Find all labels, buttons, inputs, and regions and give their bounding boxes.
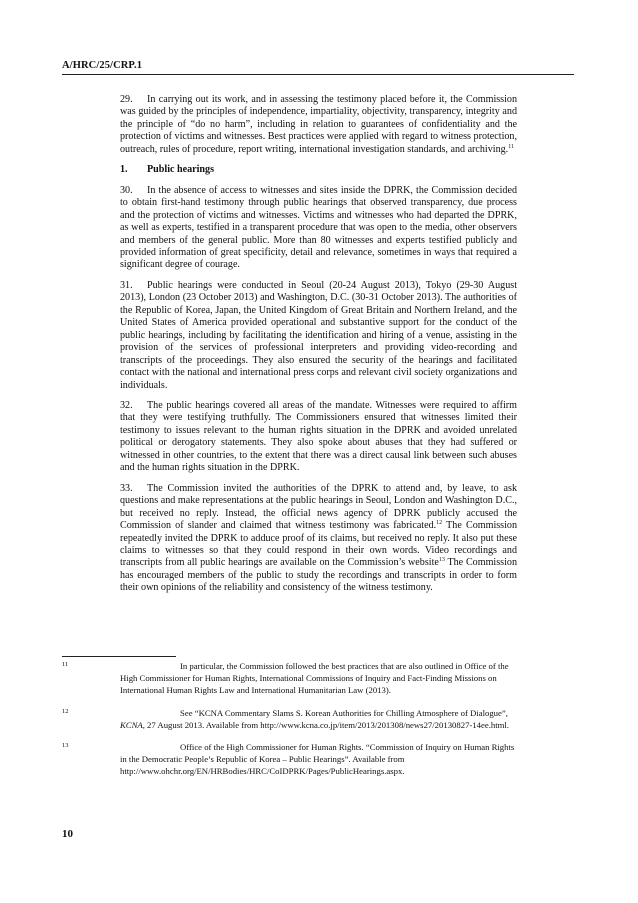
footnote-text: [120, 707, 522, 731]
section-heading: [120, 164, 517, 176]
footnote-text-content[interactable]: Office of the High Commissioner for Human Rights. “Commission of Inquiry on Human Rights in the Democratic People’s Republic of Korea – Public Hearings”. Available from http://www.ohchr.org/EN/HRBodies/HRC/CoIDPRK/Pages/PublicHearings.aspx.: [120, 742, 515, 777]
footnote-11: [62, 660, 522, 697]
footnote-mark: 11: [62, 661, 69, 668]
paragraph-number: 32.: [120, 399, 133, 411]
footnote-text: [120, 741, 522, 778]
footnote-ref-12[interactable]: 12: [436, 520, 443, 527]
footnote-13: [62, 741, 522, 778]
footnote-mark: 13: [62, 742, 69, 750]
paragraph-text: Public hearings were conducted in Seoul (20-24 August 2013), Tokyo (29-30 August 2013), London (23 October 2013) and Washington, D.C. (30-31 October 2013). The authorities of the Republic of Korea, Japan, the United Kingdom of Great Britain and Northern Ireland, and the United States of America provided operational and substantive support for the conduct of the public hearings, including by facilitating the identification and hiring of a venue, assisting in the provision of the services of professional interpreters and providing video-recording and transcripts of the proceedings. They also ensured the security of the hearings and facilitated contact with the national and international press corps and relevant civil society organizations and individuals.: [120, 279, 517, 391]
footnote-text-content[interactable]: , 27 August 2013. Available from http://www.kcna.co.jp/item/2013/201308/news27/20130827-14ee.html.: [142, 719, 509, 730]
footnote-text-content: In particular, the Commission followed the best practices that are also outlined in Office of the High Commissioner for Human Rights, International Commissions of Inquiry and Fact-Finding Missions on International Human Rights Law and International Humanitarian Law (2013).: [120, 661, 509, 696]
footnote-text: [120, 660, 522, 697]
paragraph-29: [120, 94, 517, 156]
paragraph-number: 31.: [120, 279, 133, 291]
paragraph-32: [120, 400, 517, 475]
paragraph-number: 30.: [120, 184, 133, 196]
heading-title: Public hearings: [147, 164, 215, 176]
paragraph-30: [120, 185, 517, 272]
footnote-ref-13[interactable]: 13: [438, 557, 445, 564]
paragraph-text: The Commission has encouraged members of the public to study the recordings and transcripts in order to form their own opinions of the reliability and consistency of the witness testimony.: [120, 557, 517, 594]
header-rule: [62, 74, 574, 75]
page-number: 10: [62, 828, 73, 840]
footnote-ref-11[interactable]: 11: [508, 143, 514, 150]
paragraph-text: The Commission repeatedly invited the DPRK to adduce proof of its claims, but received no reply. It also put these claims to witnesses so that they could respond in their own words. Video recordings and transcripts from all public hearings are available on the Commission’s website: [120, 520, 517, 569]
document-symbol: A/HRC/25/CRP.1: [62, 60, 143, 71]
paragraph-text: In carrying out its work, and in assessing the testimony placed before it, the Commission was guided by the principles of independence, impartiality, objectivity, transparency, integrity and the principle of “do no harm”, including in relation to guarantees of confidentiality and the protection of victims and witnesses. Best practices were applied with regard to witness protection, outreach, rules of procedure, report writing, international investigation standards, and archiving.: [120, 94, 517, 155]
footnote-rule: [62, 656, 176, 657]
body-text: [120, 94, 517, 603]
paragraph-text: The public hearings covered all areas of the mandate. Witnesses were required to affirm that they were testifying truthfully. The Commissioners ensured that witnesses limited their testimony to issues relevant to the human rights situation in the DPRK and avoided unrelated political or derogatory statements. They also spoke about abuses that they had suffered or witnessed in other countries, to the extent that there was a direct causal link between such abuses and the human rights situation in the DPRK.: [120, 399, 517, 474]
footnote-mark: 12: [62, 707, 69, 715]
paragraph-33: [120, 483, 517, 595]
footnote-source: KCNA: [120, 719, 143, 730]
paragraph-text: The Commission invited the authorities of the DPRK to attend and, by leave, to ask questions and make representations at the public hearings in Seoul, London and Washington D.C., but received no reply. Instead, the official news agency of DPRK publicly accused the Commission of slander and claimed that witness testimony was fabricated.: [120, 482, 517, 532]
heading-number: 1.: [120, 164, 128, 176]
footnote-text-content: See “KCNA Commentary Slams S. Korean Authorities for Chilling Atmosphere of Dialogue”,: [180, 707, 508, 718]
paragraph-number: 33.: [120, 482, 133, 494]
paragraph-31: [120, 280, 517, 392]
footnote-12: [62, 707, 522, 731]
footnotes: [62, 660, 522, 788]
paragraph-text: In the absence of access to witnesses and sites inside the DPRK, the Commission decided to obtain first-hand testimony through public hearings that observed transparency, due process and the protection of victims and witnesses. Victims and witnesses who had departed the DPRK, as well as experts, testified in a transparent procedure that was open to the media, other observers and members of the general public. More than 80 witnesses and experts testified publicly and provided information of great specificity, detail and relevance, sometimes in ways that required a significant degree of courage.: [120, 184, 517, 271]
paragraph-number: 29.: [120, 94, 133, 105]
